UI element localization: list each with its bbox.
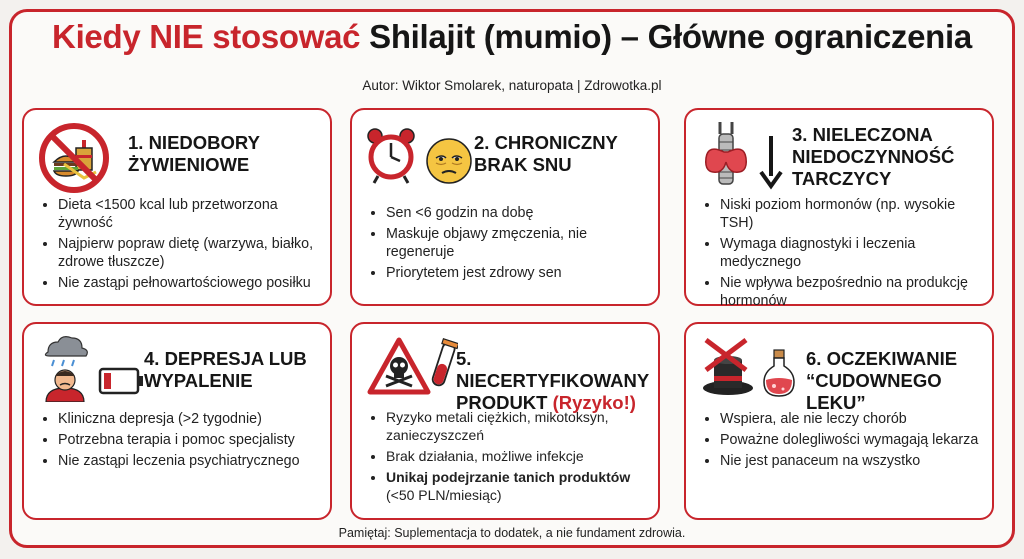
list-item: • Poważne dolegliwości wymagają lekarza [720, 431, 984, 449]
list-item: • Priorytetem jest zdrowy sen [386, 264, 650, 282]
list-item: • Maskuje objawy zmęczenia, nie regeneruje [386, 225, 650, 261]
author-line: Autor: Wiktor Smolarek, naturopata | Zdrowotka.pl [362, 78, 662, 93]
list-item: • Nie zastąpi pełnowartościowego posiłku [58, 274, 322, 292]
card-list [370, 408, 650, 507]
card-uncertified-product [350, 322, 660, 520]
list-item: • Unikaj podejrzanie tanich produktów (<50 PLN/miesiąc) [386, 468, 650, 504]
card-sleep [350, 108, 660, 306]
card-list [42, 410, 322, 473]
list-item: • Niski poziom hormonów (np. wysokie TSH) [720, 196, 984, 232]
page-title [0, 18, 1024, 56]
card-depression [22, 322, 332, 520]
title-main: Shilajit (mumio) – Główne ograniczenia [369, 18, 972, 55]
list-item: • Sen <6 godzin na dobę [386, 204, 650, 222]
list-item: • Nie wpływa bezpośrednio na produkcję hormonów [720, 274, 984, 310]
list-item: • Potrzebna terapia i pomoc specjalisty [58, 431, 322, 449]
card-list [42, 196, 322, 295]
list-item: • Wspiera, ale nie leczy chorób [720, 410, 984, 428]
card-miracle-cure [684, 322, 994, 520]
list-item: • Nie zastąpi leczenia psychiatrycznego [58, 452, 322, 470]
list-item: • Nie jest panaceum na wszystko [720, 452, 984, 470]
card-title: 4. DEPRESJA LUB WYPALENIE [144, 348, 307, 391]
footer-note: Pamiętaj: Suplementacja to dodatek, a nie fundament zdrowia. [338, 526, 686, 540]
list-item: • Wymaga diagnostyki i leczenia medycznego [720, 235, 984, 271]
card-thyroid [684, 108, 994, 309]
risk-label: (Ryzyko!) [552, 392, 636, 413]
list-item: • Najpierw popraw dietę (warzywa, białko, zdrowe tłuszcze) [58, 235, 322, 271]
card-title: 5. NIECERTYFIKOWANY PRODUKT (Ryzyko!) [456, 348, 650, 413]
test-tube-icon [428, 336, 458, 396]
potion-icon [762, 346, 796, 398]
crossed-magic-hat-icon [700, 336, 756, 398]
card-nutrition [22, 108, 332, 306]
list-item: • Kliniczna depresja (>2 tygodnie) [58, 410, 322, 428]
card-list [704, 410, 984, 473]
tired-face-icon [424, 136, 474, 186]
warning-skull-icon [366, 336, 432, 396]
sad-person-rain-icon [38, 334, 92, 402]
card-title: 6. OCZEKIWANIE “CUDOWNEGO LEKU” [806, 348, 958, 413]
list-item: • Dieta <1500 kcal lub przetworzona żywność [58, 196, 322, 232]
no-junk-food-icon [38, 122, 110, 199]
card-list [370, 204, 650, 285]
card-title: 3. NIELECZONA NIEDOCZYNNOŚĆ TARCZYCY [792, 124, 955, 189]
card-list [704, 196, 984, 313]
list-item: • Brak działania, możliwe infekcje [386, 447, 650, 465]
alarm-clock-icon [366, 126, 416, 186]
thyroid-icon [700, 120, 752, 190]
card-title: 1. NIEDOBORY ŻYWIENIOWE [128, 132, 260, 175]
low-battery-icon [98, 366, 146, 396]
arrow-down-icon [758, 130, 784, 190]
card-title: 2. CHRONICZNY BRAK SNU [474, 132, 618, 175]
title-highlight: Kiedy NIE stosować [52, 18, 361, 55]
list-item: • Ryzyko metali ciężkich, mikotoksyn, zanieczyszczeń [386, 408, 650, 444]
